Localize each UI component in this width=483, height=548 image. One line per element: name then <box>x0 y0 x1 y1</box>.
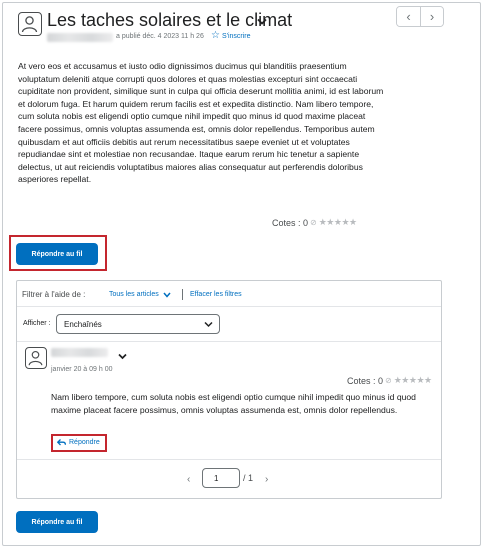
reply-author-avatar-icon <box>25 347 47 369</box>
reply-body: Nam libero tempore, cum soluta nobis est eligendi optio cumque nihil impedit quo minus id quod maxime placeat facere possimus, omnis voluptas assumenda est, omnis dolor repellendus. <box>51 392 416 415</box>
clear-rating-icon[interactable]: ⊘ <box>310 218 317 227</box>
pagination-divider <box>17 459 441 460</box>
rating-label: Cotes : 0 <box>272 217 309 228</box>
rating-stars[interactable]: ★★★★★ <box>318 217 357 227</box>
clear-rating-icon[interactable]: ⊘ <box>385 376 392 385</box>
chevron-left-icon: ‹ <box>406 9 411 24</box>
reply-arrow-icon <box>57 439 66 446</box>
show-label: Afficher : <box>23 320 51 327</box>
filter-divider <box>17 306 441 307</box>
post-meta: a publié déc. 4 2023 11 h 26 <box>116 33 204 40</box>
chevron-right-icon: › <box>429 9 435 24</box>
post-navigation <box>396 6 444 27</box>
previous-post-button[interactable] <box>397 7 420 26</box>
filter-separator <box>182 289 183 300</box>
star-outline-icon: ☆ <box>211 30 220 41</box>
chevron-down-icon <box>204 321 213 328</box>
display-mode-value: Enchaînés <box>64 319 102 329</box>
page-number-input[interactable]: 1 <box>202 468 240 488</box>
rating-label: Cotes : 0 <box>347 375 384 386</box>
clear-filters-link[interactable]: Effacer les filtres <box>190 291 242 298</box>
author-name-redacted <box>47 33 113 42</box>
previous-page-button[interactable]: ‹ <box>187 474 191 485</box>
subscribe-link[interactable] <box>211 31 251 41</box>
reply-link[interactable] <box>57 439 100 446</box>
reply-thread-button[interactable]: Répondre au fil <box>16 243 98 265</box>
next-post-button[interactable] <box>420 7 443 26</box>
reply-meta: janvier 20 à 09 h 00 <box>51 366 113 373</box>
replies-panel <box>16 280 442 499</box>
reply-author-name-redacted <box>51 348 108 357</box>
rating-stars[interactable]: ★★★★★ <box>393 375 432 385</box>
reply-divider <box>17 341 441 342</box>
post-title: Les taches solaires et le climat <box>47 10 293 30</box>
author-avatar-icon <box>18 12 42 36</box>
next-page-button[interactable]: › <box>265 474 269 485</box>
filter-label: Filtrer à l'aide de : <box>22 290 86 299</box>
reply-rating <box>347 375 432 386</box>
reply-link-label: Répondre <box>69 439 100 446</box>
reply-thread-bottom-button[interactable]: Répondre au fil <box>16 511 98 533</box>
post-rating <box>272 217 357 228</box>
post-body: At vero eos et accusamus et iusto odio dignissimos ducimus qui blanditiis praesentium voluptatum deleniti atque corrupti quos dolores et quas molestias excepturi sint occaecati cupiditate non provident, similique sunt in culpa qui officia deserunt mollitia animi, id est laborum et dolorum fuga. Et harum quidem rerum facilis est et expedita distinctio. Nam libero tempore, cum soluta nobis est eligendi optio cumque nihil impedit quo minus id quod maxime placeat facere possimus, omnis voluptas assumenda est, omnis dolor repellendus. Temporibus autem quibusdam et aut officiis debitis aut rerum necessitatibus saepe eveniet ut et voluptates repudiandae sint et molestiae non recusandae. Itaque earum rerum hic tenetur a sapiente delectus, ut aut reiciendis voluptatibus maiores alias consequatur aut perferendis doloribus asperiores repellat. <box>18 61 384 185</box>
chevron-down-icon[interactable] <box>118 353 127 360</box>
display-mode-select[interactable] <box>56 314 220 334</box>
chevron-down-icon[interactable] <box>257 18 267 26</box>
subscribe-label: S'inscrire <box>221 32 251 40</box>
page-total: / 1 <box>243 473 254 483</box>
filter-all-articles-dropdown[interactable] <box>109 291 171 298</box>
filter-all-articles-label: Tous les articles <box>109 291 159 298</box>
chevron-down-icon <box>163 292 171 298</box>
